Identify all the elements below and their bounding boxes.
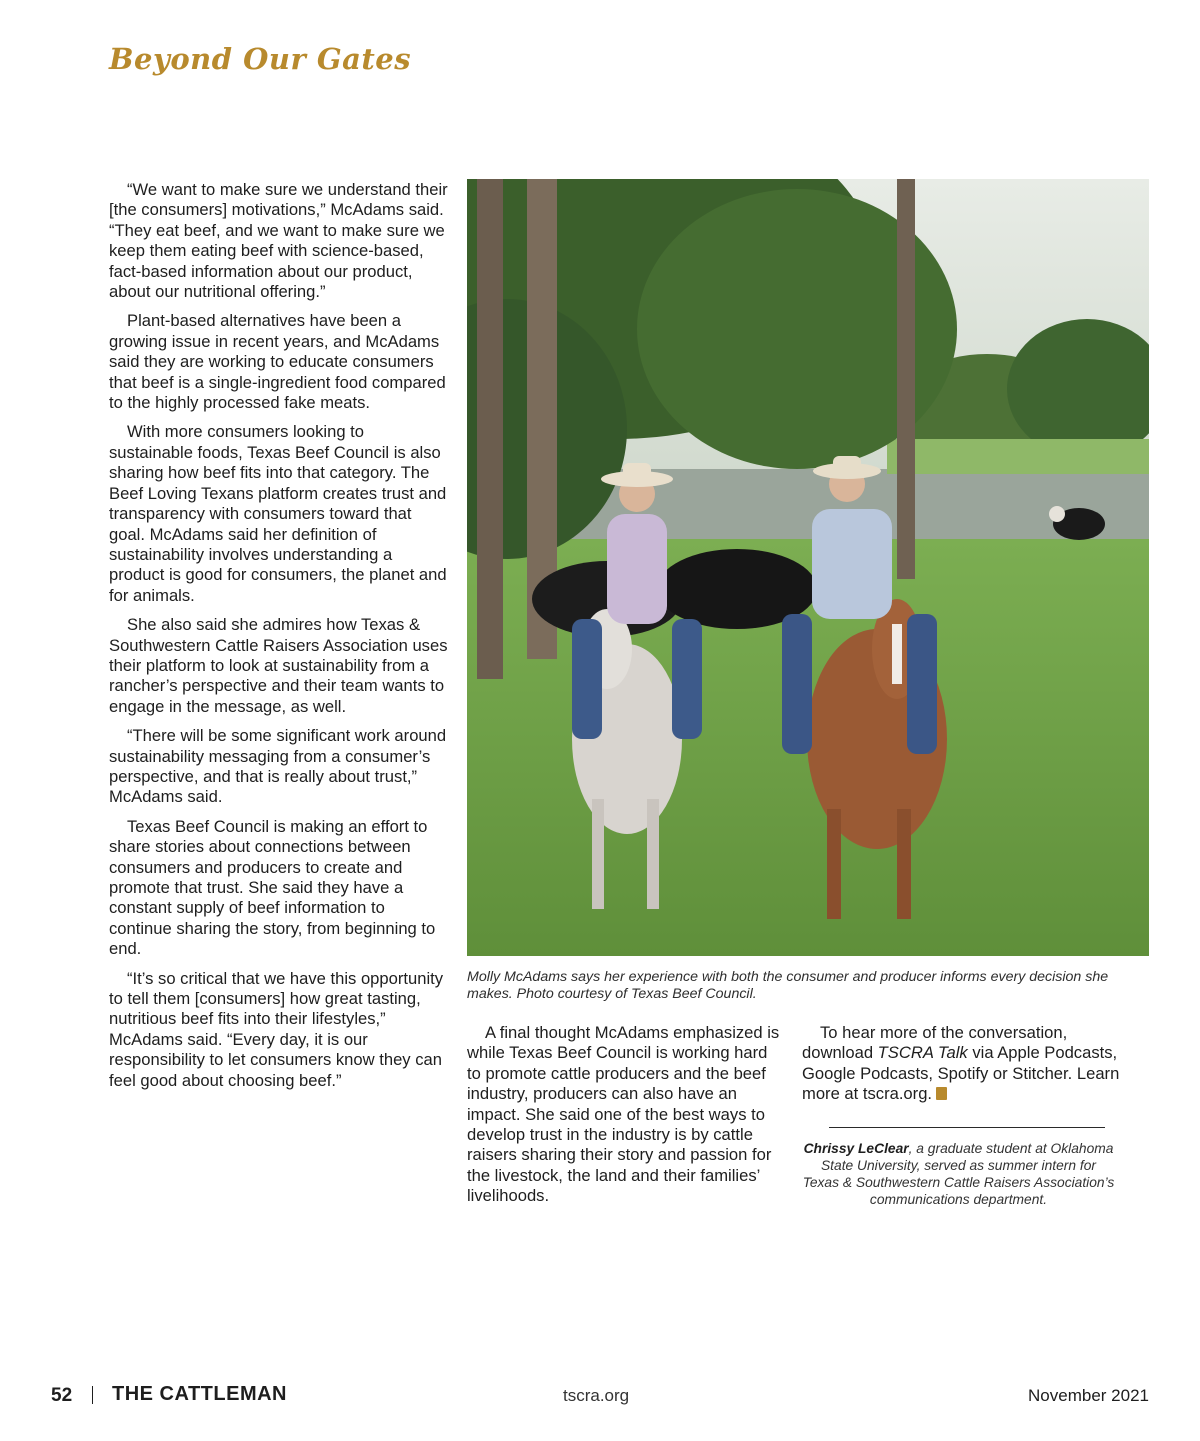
article-right-column bbox=[802, 1023, 1120, 1105]
article-paragraph: With more consumers looking to sustainable foods, Texas Beef Council is also sharing how beef fits into that category. The Beef Loving Texans platform creates trust and transparency with consumers toward that goal. McAdams said her definition of sustainability involves understanding a product is good for consumers, the planet and for animals. bbox=[109, 422, 447, 605]
magazine-name: THE CATTLEMAN bbox=[112, 1383, 287, 1405]
closing-paragraph bbox=[802, 1023, 1120, 1105]
photo-illustration bbox=[467, 179, 1149, 956]
article-paragraph: “There will be some significant work around sustainability messaging from a consumer’s perspective, and that is really about trust,” McAdams said. bbox=[109, 726, 447, 807]
article-photo bbox=[467, 179, 1149, 956]
photo-caption: Molly McAdams says her experience with both the consumer and producer informs every decision she makes. Photo courtesy of Texas Beef Council. bbox=[467, 969, 1109, 1002]
footer-url: tscra.org bbox=[563, 1386, 630, 1405]
article-paragraph: Texas Beef Council is making an effort to share stories about connections between consumers and producers to create and promote that trust. She said they have a constant supply of beef information to continue sharing the story, from beginning to end. bbox=[109, 816, 436, 959]
section-title: Beyond Our Gates bbox=[109, 42, 412, 76]
article-left-column bbox=[109, 180, 449, 1100]
author-bio: , a graduate student at Oklahoma State University, served as summer intern for Texas & Southwestern Cattle Raisers Association’s communications department. bbox=[802, 1141, 1115, 1207]
closing-text-after: via Apple Podcasts, Google Podcasts, Spotify or Stitcher. Learn more at tscra.org. bbox=[802, 1043, 1120, 1104]
author-byline bbox=[802, 1140, 1115, 1208]
article-paragraph: She also said she admires how Texas & Southwestern Cattle Raisers Association uses their platform to look at sustainability from a rancher’s perspective and their team wants to engage in the message, as well. bbox=[109, 615, 448, 716]
footer-separator bbox=[92, 1386, 93, 1404]
closing-text-before: To hear more of the conversation, download bbox=[802, 1023, 1068, 1063]
author-name: Chrissy LeClear bbox=[803, 1141, 909, 1156]
page-footer bbox=[0, 1378, 1200, 1414]
article-middle-column bbox=[467, 1023, 785, 1207]
article-paragraph: Plant-based alternatives have been a growing issue in recent years, and McAdams said they are working to educate consumers that beef is a single-ingredient food compared to the highly processed fake meats. bbox=[109, 311, 446, 413]
article-paragraph: A final thought McAdams emphasized is while Texas Beef Council is working hard to promote cattle producers and the beef industry, producers can also have an impact. She said one of the best ways to develop trust in the industry is by cattle raisers sharing their story and passion for the livestock, the land and their families’ livelihoods. bbox=[467, 1023, 780, 1206]
article-paragraph: “It’s so critical that we have this opportunity to tell them [consumers] how great tasting, nutritious beef fits into their lifestyles,” McAdams said. “Every day, it is our responsibility to let consumers know they can feel good about choosing beef.” bbox=[109, 968, 444, 1090]
end-mark-icon bbox=[936, 1087, 947, 1100]
byline-divider bbox=[829, 1127, 1105, 1128]
issue-date: November 2021 bbox=[1028, 1386, 1149, 1405]
page-number: 52 bbox=[51, 1385, 73, 1406]
article-paragraph: “We want to make sure we understand their [the consumers] motivations,” McAdams said. “They eat beef, and we want to make sure we keep them eating beef with science-based, fact-based information about our product, about our nutritional offering.” bbox=[109, 180, 448, 302]
podcast-name: TSCRA Talk bbox=[877, 1043, 968, 1063]
